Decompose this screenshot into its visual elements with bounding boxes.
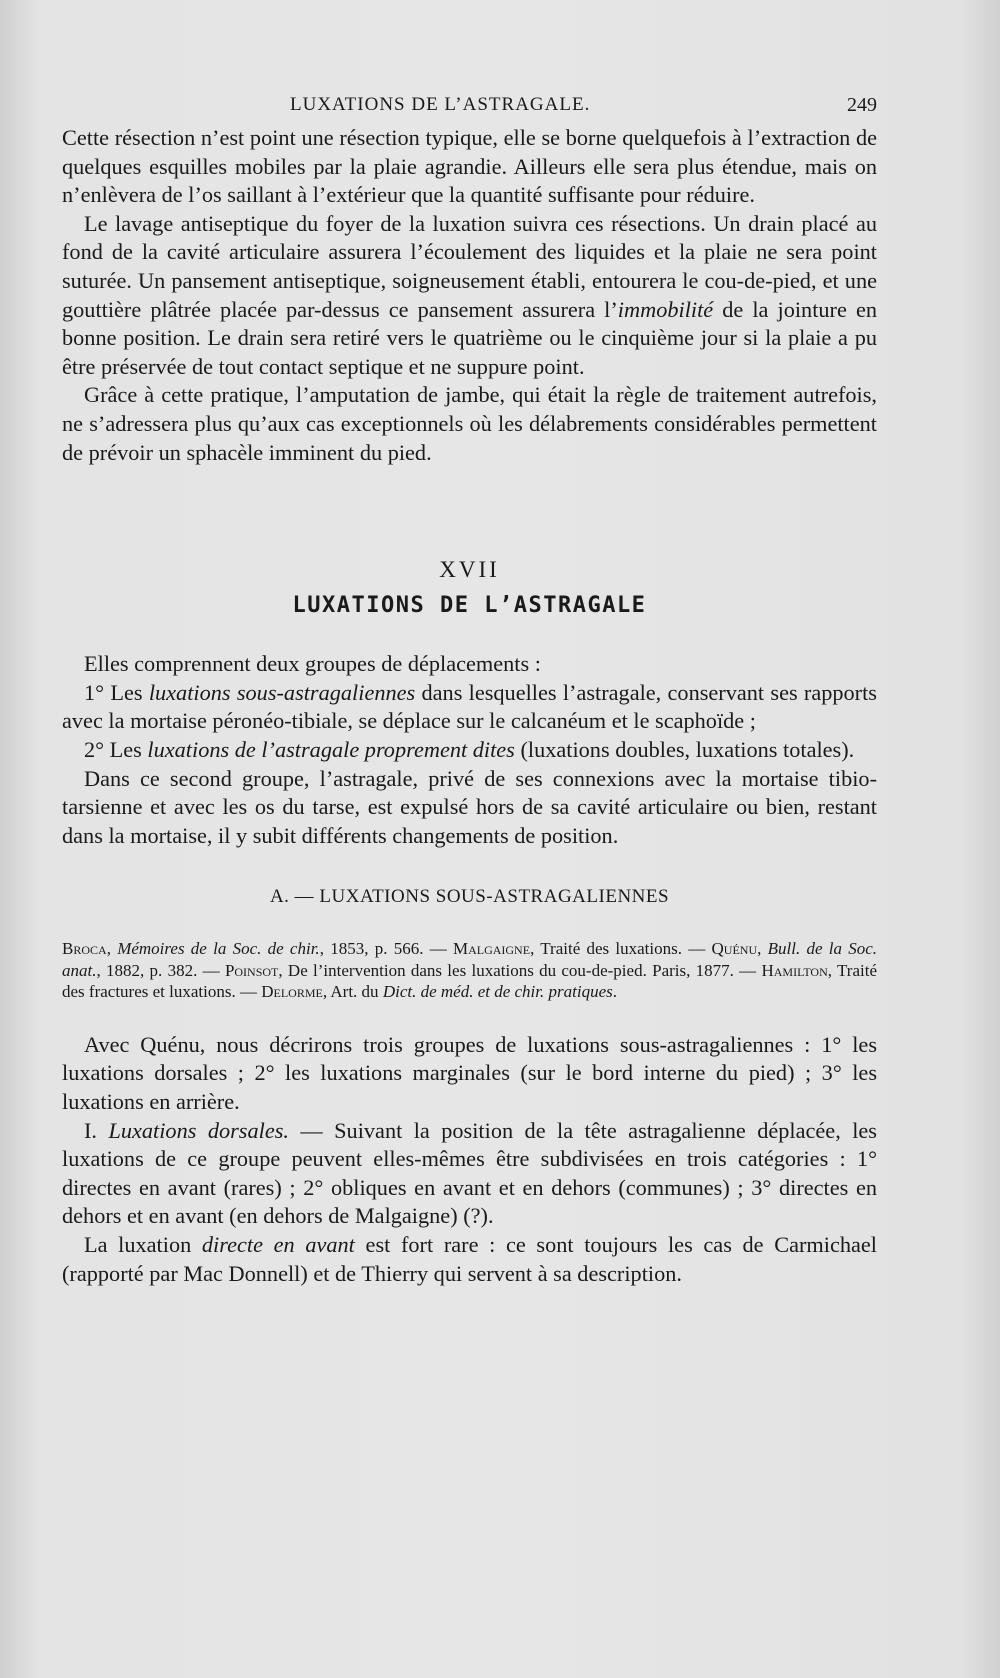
text-run: 2° Les — [84, 736, 148, 762]
text-run: , Traité des fractures et luxations. — — [62, 960, 877, 1002]
author-name: Poinsot — [224, 960, 279, 980]
text-run: , 1882, p. 382. — — [96, 960, 225, 980]
author-name: Malgaigne — [452, 939, 531, 959]
emphasis: immobilité — [617, 296, 714, 322]
text-run: , 1853, p. 566. — — [319, 939, 453, 959]
paragraph-group-2 — [62, 736, 877, 765]
text-run: de la jointure en bonne position. Le drain sera retiré vers le quatrième ou le cinquième jour si la plaie a pu être préservée de tout contact septique et ne suppure point. — [62, 296, 877, 379]
text-run: . — [612, 982, 617, 1002]
bibliography: Broca, Mémoires de la Soc. de chir., 1853, p. 566. — Malgaigne, Traité des luxations. — Quénu, Bull. de la Soc. anat., 1882, p. 382. — Poinsot, De l’intervention dans les luxations du cou-de-pied. Paris, 1877. — Hamilton, Traité des fractures et luxations. — Delorme, Art. du Dict. de méd. et de chir. pratiques. — [62, 939, 878, 1002]
paragraph-resection: Cette résection n’est point une résection typique, elle se borne quelquefois à l’extraction de quelques esquilles mobiles par la plaie agrandie. Ailleurs elle sera plus étendue, mais on n’enlèvera de l’os saillant à l’extérieur que la quantité suffisante pour réduire. — [62, 125, 877, 208]
text-run: I. — [84, 1117, 109, 1143]
running-head — [62, 94, 877, 124]
author-name: Delorme — [261, 982, 323, 1002]
paragraph-group-1 — [62, 679, 877, 736]
emphasis: Luxations dorsales. — [108, 1117, 289, 1143]
text-run: 1° Les — [84, 679, 149, 705]
page-number: 249 — [847, 94, 877, 116]
paragraph-lavage — [62, 210, 877, 382]
author-name: Quénu — [711, 939, 758, 959]
text-run: , Traité des luxations. — — [530, 939, 712, 959]
text-run: , De l’intervention dans les luxations du cou-de-pied. Paris, 1877. — — [278, 960, 762, 980]
chapter-number: XVII — [439, 557, 500, 583]
emphasis: directe en avant — [201, 1231, 355, 1257]
chapter-title: LUXATIONS DE L’ASTRAGALE — [292, 593, 647, 619]
paragraph-quenu: Avec Quénu, nous décrirons trois groupes de luxations sous-astragaliennes : 1° les luxations dorsales ; 2° les luxations marginales (sur le bord interne du pied) ; 3° les luxations en arrière. — [62, 1031, 877, 1114]
author-name: Broca — [62, 939, 107, 959]
paragraph-grace: Grâce à cette pratique, l’amputation de jambe, qui était la règle de traitement autrefois, ne s’adressera plus qu’aux cas exceptionnels où les délabrements considérables permettent de prévoir un sphacèle imminent du pied. — [62, 382, 877, 465]
work-title: Dict. de méd. et de chir. pratiques — [382, 982, 613, 1002]
paragraph-dorsal — [62, 1117, 877, 1231]
running-title: LUXATIONS DE L’ASTRAGALE. — [290, 94, 591, 115]
paragraph-chapter-intro: Elles comprennent deux groupes de déplacements : — [84, 651, 541, 677]
paragraph-directe — [62, 1231, 877, 1288]
work-title: Mémoires de la Soc. de chir. — [117, 939, 320, 959]
work-title: Bull. de la Soc. anat. — [62, 939, 878, 980]
text-run: — Suivant la position de la tête astragalienne déplacée, les luxations de ce groupe peuvent elles-mêmes être subdivisées en trois catégories : 1° directes en avant (rares) ; 2° obliques en avant et en dehors (communes) ; 3° directes en dehors et en avant (en dehors de Malgaigne) (?). — [62, 1117, 877, 1229]
text-run: dans lesquelles l’astragale, conservant ses rapports avec la mortaise péronéo-tibiale, se déplace sur le calcanéum et le scaphoïde ; — [62, 679, 877, 734]
emphasis: luxations de l’astragale proprement dites — [147, 736, 515, 762]
section-title: A. — LUXATIONS SOUS-ASTRAGALIENNES — [269, 886, 670, 908]
text-run: est fort rare : ce sont toujours les cas de Carmichael (rapporté par Mac Donnell) et de Thierry qui servent à sa description. — [62, 1231, 877, 1286]
text-run: , Art. du — [322, 982, 383, 1002]
text-run: (luxations doubles, luxations totales). — [514, 736, 855, 762]
emphasis: luxations sous-astragaliennes — [148, 679, 416, 705]
text-run: Le lavage antiseptique du foyer de la luxation suivra ces résections. Un drain placé au fond de la cavité articulaire assurera l’écoulement des liquides et la plaie ne sera point suturée. Un pansement antiseptique, soigneusement établi, entourera le cou-de-pied, et une gouttière plâtrée placée par-dessus ce pansement assurera l’ — [62, 210, 877, 322]
paragraph-second-group: Dans ce second groupe, l’astragale, privé de ses connexions avec la mortaise tibio-tarsienne et avec les os du tarse, est expulsé hors de sa cavité articulaire ou bien, restant dans la mortaise, il y subit différents changements de position. — [62, 765, 877, 848]
text-run: La luxation — [84, 1231, 202, 1257]
page-content — [62, 94, 877, 1288]
author-name: Hamilton — [761, 960, 828, 980]
